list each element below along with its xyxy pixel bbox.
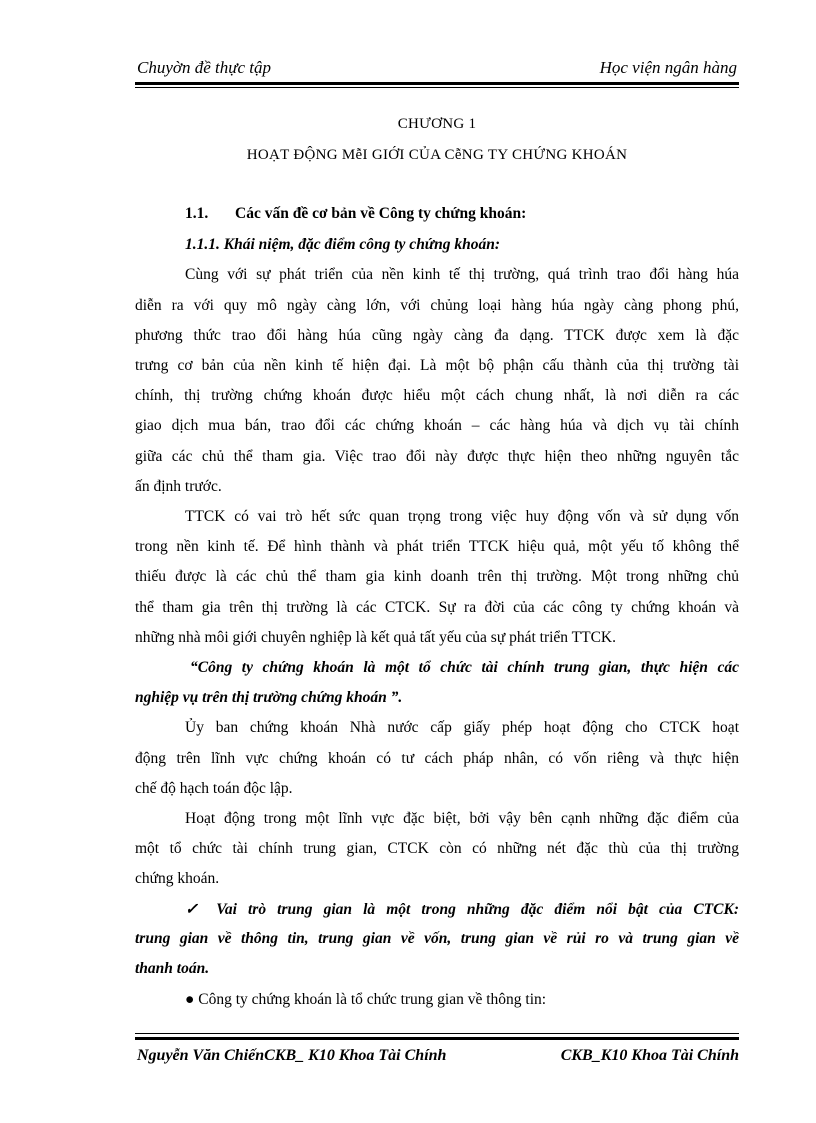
footer-rule <box>135 1037 739 1040</box>
paragraph-line: động trên lĩnh vực chứng khoán có tư cách pháp nhân, có vốn riêng và thực hiện <box>135 750 739 767</box>
checkmark-item-line: ✓ Vai trò trung gian là một trong những đặc điểm nổi bật của CTCK: <box>185 901 739 918</box>
footer-left-text: Nguyễn Văn ChiếnCKB_ K10 Khoa Tài Chính <box>137 1047 447 1064</box>
paragraph-line: thiếu được là các chủ thể tham gia kinh doanh trên thị trường. Một trong những chủ <box>135 568 739 585</box>
paragraph-line: ấn định trước. <box>135 478 222 495</box>
definition-quote-line: nghiệp vụ trên thị trường chứng khoán ”. <box>135 689 403 706</box>
subsection-title: 1.1.1. Khái niệm, đặc điểm công ty chứng khoán: <box>185 236 500 253</box>
paragraph-line: diễn ra với quy mô ngày càng lớn, với chủng loại hàng húa ngày càng phong phú, <box>135 297 739 314</box>
paragraph-line: giữa các chủ thể tham gia. Việc trao đổi này được thực hiện theo những nguyên tắc <box>135 448 739 465</box>
header-rule <box>135 82 739 85</box>
paragraph-line: Cùng với sự phát triển của nền kinh tế thị trường, quá trình trao đổi hàng húa <box>185 266 739 283</box>
paragraph-line: những nhà môi giới chuyên nghiệp là kết quả tất yếu của sự phát triển TTCK. <box>135 629 616 646</box>
footer-rule-thin <box>135 1033 739 1034</box>
page-header <box>135 58 739 82</box>
paragraph-line: giao dịch mua bán, trao đổi các chứng khoán – các hàng húa và dịch vụ tài chính <box>135 417 739 434</box>
paragraph-line: một tổ chức tài chính trung gian, CTCK còn có những nét đặc thù của thị trường <box>135 840 739 857</box>
paragraph-line: trong nền kinh tế. Để hình thành và phát triển TTCK hiệu quả, một yếu tố không thể <box>135 538 739 555</box>
header-left-title: Chuyờn đề thực tập <box>137 58 272 77</box>
paragraph-line: Hoạt động trong một lĩnh vực đặc biệt, bởi vậy bên cạnh những đặc điểm của <box>185 810 739 827</box>
definition-quote-line: “Công ty chứng khoán là một tổ chức tài chính trung gian, thực hiện các <box>190 659 739 676</box>
paragraph-line: Ủy ban chứng khoán Nhà nước cấp giấy phép hoạt động cho CTCK hoạt <box>185 719 739 736</box>
paragraph-line: phương thức trao đổi hàng húa cũng ngày càng đa dạng. TTCK được xem là đặc <box>135 327 739 344</box>
footer-right-text: CKB_K10 Khoa Tài Chính <box>560 1047 739 1064</box>
paragraph-line: thể tham gia trên thị trường là các CTCK. Sự ra đời của các công ty chứng khoán và <box>135 599 739 616</box>
paragraph-line: TTCK có vai trò hết sức quan trọng trong việc huy động vốn và sử dụng vốn <box>185 508 739 525</box>
section-number: 1.1. <box>185 205 209 222</box>
chapter-title: HOẠT ĐỘNG MễI GIỚI CỦA CễNG TY CHỨNG KHOÁN <box>246 147 628 163</box>
header-rule-thin <box>135 87 739 88</box>
bullet-item: ● Công ty chứng khoán là tổ chức trung gian về thông tin: <box>185 991 547 1008</box>
paragraph-line: chính, thị trường chứng khoán được hiểu một cách chung nhất, là nơi diễn ra các <box>135 387 739 404</box>
paragraph-line: chế độ hạch toán độc lập. <box>135 780 293 797</box>
chapter-number: CHƯƠNG 1 <box>397 116 477 132</box>
paragraph-line: trưng cơ bản của nền kinh tế hiện đại. Là một bộ phận cấu thành của thị trường tài <box>135 357 739 374</box>
paragraph-line: chứng khoán. <box>135 870 220 887</box>
checkmark-item-line: trung gian về thông tin, trung gian về vốn, trung gian về rủi ro và trung gian về <box>135 930 739 947</box>
header-right-title: Học viện ngân hàng <box>599 58 737 77</box>
checkmark-item-line: thanh toán. <box>135 960 210 977</box>
section-title: Các vấn đề cơ bản về Công ty chứng khoán: <box>235 205 527 222</box>
